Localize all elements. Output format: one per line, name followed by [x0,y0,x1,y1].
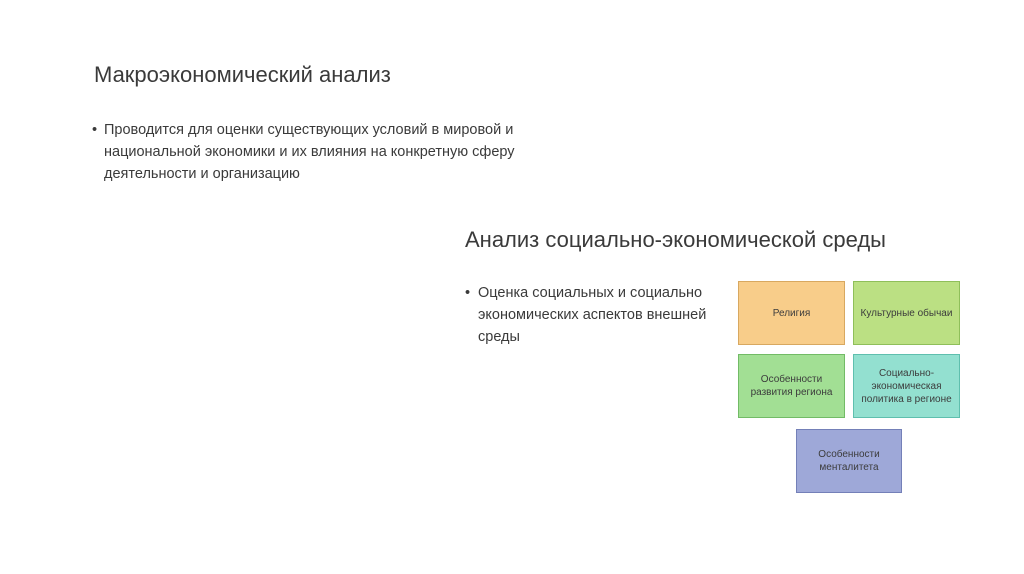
diagram-box-regional-development: Особенности развития региона [738,354,845,418]
diagram-box-religion: Религия [738,281,845,345]
slide-title-socio-economic: Анализ социально-экономической среды [465,227,886,252]
bullet-text-socio-economic: • Оценка социальных и социально экономических аспектов внешней среды [465,282,708,348]
bullet-text-macro: • Проводится для оценки существующих условий в мировой и национальной экономики и их влияния на конкретную сферу деятельности и организацию [92,119,584,185]
slide-title-macro: Макроэкономический анализ [94,62,391,87]
diagram-box-cultural-customs: Культурные обычаи [853,281,960,345]
diagram-box-mentality: Особенности менталитета [796,429,902,493]
diagram-box-regional-policy: Социально-экономическая политика в регионе [853,354,960,418]
